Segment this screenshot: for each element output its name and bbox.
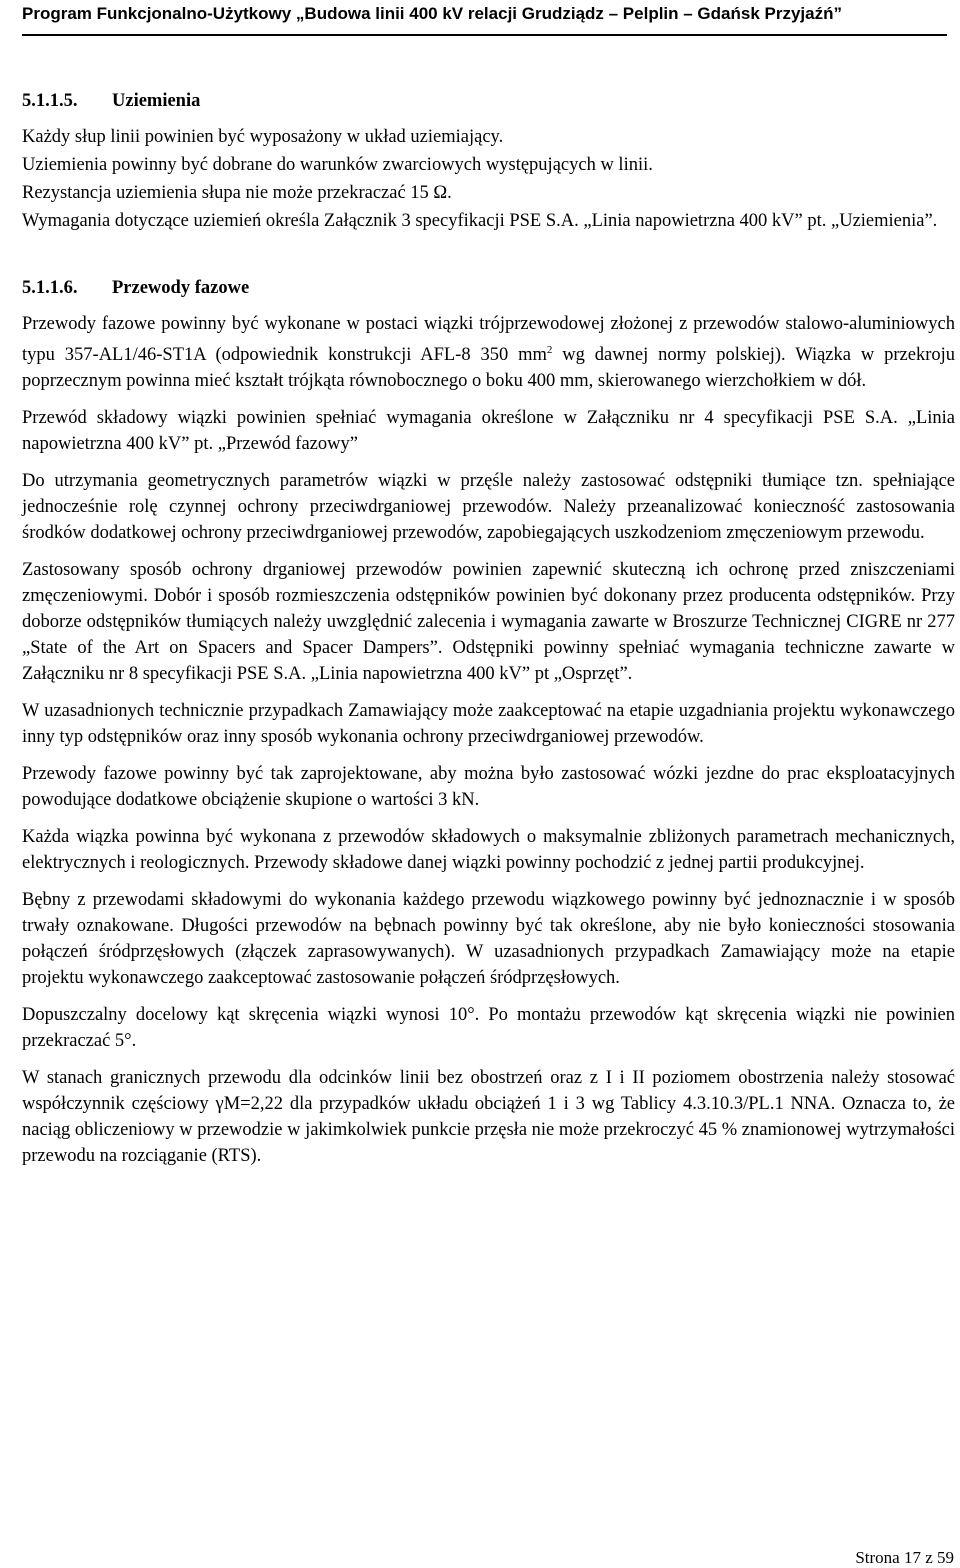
paragraph: Uziemienia powinny być dobrane do warunków zwarciowych występujących w linii.	[22, 155, 653, 175]
paragraph: Do utrzymania geometrycznych parametrów wiązki w przęśle należy zastosować odstępniki tłumiące tzn. spełniające jednocześnie rolę czynnej ochrony przeciwdrganiowej przewodów. Należy przeanalizować konieczność zastosowania środków dodatkowej ochrony przeciwdrganiowej przewodów, zapobiegających uszkodzeniom zmęczeniowym przewodu.	[22, 471, 955, 544]
superscript: 2	[546, 344, 553, 356]
paragraph: W uzasadnionych technicznie przypadkach Zamawiający może zaakceptować na etapie uzgadniania projektu wykonawczego inny typ odstępników oraz inny sposób wykonania ochrony przeciwdrganiowej przewodów.	[22, 701, 955, 748]
page-header	[0, 0, 960, 38]
paragraph: Rezystancja uziemienia słupa nie może przekraczać 15 Ω.	[22, 183, 452, 203]
section-number: 5.1.1.6.	[22, 278, 78, 298]
page-number: Strona 17 z 59	[855, 1548, 954, 1567]
section-title: Przewody fazowe	[112, 278, 250, 298]
paragraph-part: Przewody fazowe powinny być wykonane w postaci wiązki trójprzewodowej złożonej z przewodów stalowo-aluminiowych typu 357-AL1/46-ST1A (odpowiednik konstrukcji AFL-8 350 mm	[22, 314, 955, 366]
paragraph	[22, 311, 955, 394]
header-rule	[22, 34, 947, 36]
paragraph: Przewody fazowe powinny być tak zaprojektowane, aby można było zastosować wózki jezdne do prac eksploatacyjnych powodujące dodatkowe obciążenie skupione o wartości 3 kN.	[22, 764, 955, 811]
paragraph: Każda wiązka powinna być wykonana z przewodów składowych o maksymalnie zbliżonych parametrach mechanicznych, elektrycznych i reologicznych. Przewody składowe danej wiązki powinny pochodzić z jednej partii produkcyjnej.	[22, 827, 955, 874]
paragraph-part: wg dawnej normy polskiej). Wiązka w przekroju poprzecznym powinna mieć kształt trójkąta równobocznego o boku 400 mm, skierowanego wierzchołkiem w dół.	[22, 345, 955, 392]
paragraph: Bębny z przewodami składowymi do wykonania każdego przewodu wiązkowego powinny być jednoznacznie i w sposób trwały oznakowane. Długości przewodów na bębnach powinny być tak określone, aby nie było konieczności stosowania połączeń śródprzęsłowych (złączek zaprasowywanych). W uzasadnionych przypadkach Zamawiający może na etapie projektu wykonawczego zaakceptować zastosowanie połączeń śródprzęsłowych.	[22, 890, 955, 989]
paragraph: Dopuszczalny docelowy kąt skręcenia wiązki wynosi 10°. Po montażu przewodów kąt skręcenia wiązki nie powinien przekraczać 5°.	[22, 1005, 955, 1052]
section-title: Uziemienia	[112, 91, 201, 111]
paragraph: Każdy słup linii powinien być wyposażony w układ uziemiający.	[22, 127, 504, 147]
document-body	[22, 84, 955, 1180]
section-heading-przewody-fazowe	[22, 275, 955, 301]
paragraph: Zastosowany sposób ochrony drganiowej przewodów powinien zapewnić skuteczną ich ochronę przed zniszczeniami zmęczeniowymi. Dobór i sposób rozmieszczenia odstępników powinien być dokonany przez producenta odstępników. Przy doborze odstępników tłumiących należy uwzględnić zalecenia i wymagania zawarte w Broszurze Technicznej CIGRE nr 277 „State of the Art on Spacers and Spacer Dampers”. Odstępniki powinny spełniać wymagania techniczne zawarte w Załączniku nr 8 specyfikacji PSE S.A. „Linia napowietrzna 400 kV” pt „Osprzęt”.	[22, 560, 955, 685]
header-title: Program Funkcjonalno-Użytkowy „Budowa linii 400 kV relacji Grudziądz – Pelplin – Gdańsk Przyjaźń”	[22, 4, 842, 23]
paragraph: W stanach granicznych przewodu dla odcinków linii bez obostrzeń oraz z I i II poziomem obostrzenia należy stosować współczynnik częściowy γM=2,22 dla przypadków układu obciążeń 1 i 3 wg Tablicy 4.3.10.3/PL.1 NNA. Oznacza to, że naciąg obliczeniowy w przewodzie w jakimkolwiek punkcie przęsła nie może przekroczyć 45 % znamionowej wytrzymałości przewodu na rozciąganie (RTS).	[22, 1068, 955, 1167]
paragraph: Wymagania dotyczące uziemień określa Załącznik 3 specyfikacji PSE S.A. „Linia napowietrzna 400 kV” pt. „Uziemienia”.	[22, 211, 938, 231]
section-number: 5.1.1.5.	[22, 91, 78, 111]
paragraph: Przewód składowy wiązki powinien spełniać wymagania określone w Załączniku nr 4 specyfikacji PSE S.A. „Linia napowietrzna 400 kV” pt. „Przewód fazowy”	[22, 408, 955, 455]
section-heading-uziemienia	[22, 88, 955, 114]
